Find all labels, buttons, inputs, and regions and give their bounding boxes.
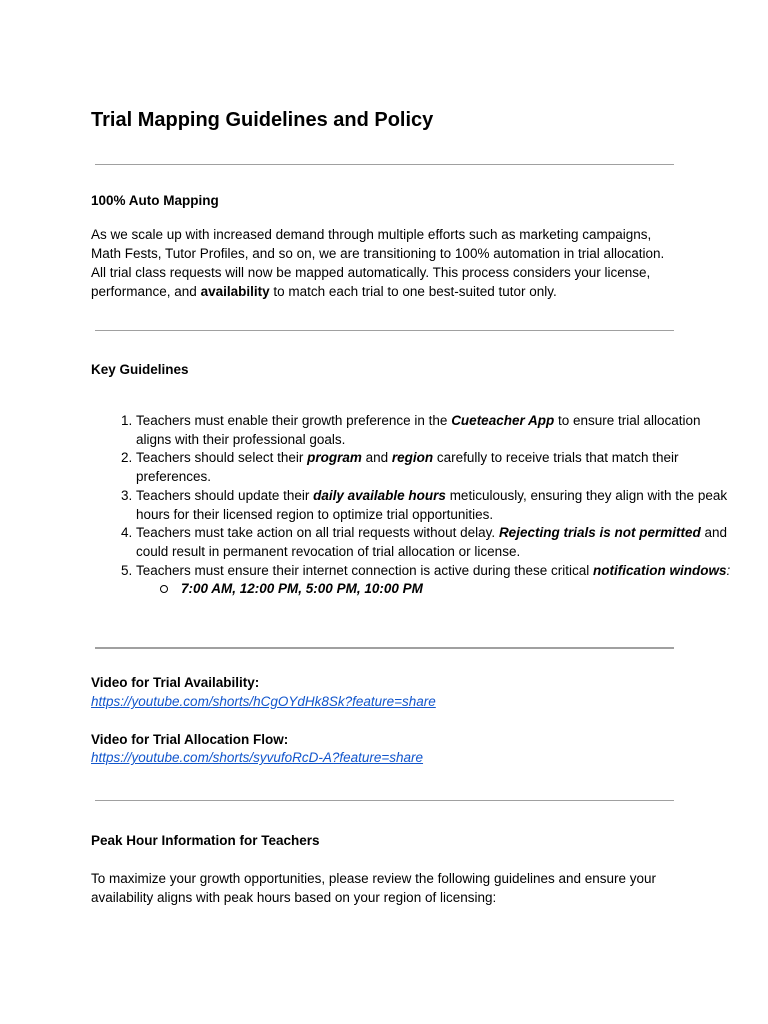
text: Teachers must ensure their internet connection is active during these critical <box>136 562 593 578</box>
divider <box>95 647 674 649</box>
video-availability-link[interactable]: https://youtube.com/shorts/hCgOYdHk8Sk?feature=share <box>91 694 436 709</box>
text: to ensure trial allocation aligns with their professional goals. <box>136 413 701 447</box>
divider <box>95 164 674 165</box>
text-emphasis: Rejecting trials is not permitted <box>498 525 701 541</box>
list-item <box>136 487 736 524</box>
text: As we scale up with increased demand through multiple efforts such as marketing campaigns, Math Fests, Tutor Profiles, and so on, we are transitioning to 100% automation in trial allocation. All trial class requests will now be mapped automatically. This process considers your license, performance, and <box>91 227 665 299</box>
peak-hours-heading: Peak Hour Information for Teachers <box>91 833 320 848</box>
divider <box>95 330 674 331</box>
auto-mapping-paragraph <box>91 225 681 301</box>
guidelines-list <box>91 412 736 599</box>
text: Teachers must take action on all trial requests without delay. <box>136 525 499 541</box>
text: : <box>726 562 731 578</box>
text: carefully to receive trials that match their preferences. <box>136 450 679 485</box>
peak-hours-paragraph: To maximize your growth opportunities, please review the following guidelines and ensure your availability aligns with peak hours based on your region of licensing: <box>91 871 657 905</box>
list-item <box>160 580 736 599</box>
text: meticulously, ensuring they align with the peak hours for their licensed region to optimize trial opportunities. <box>136 487 728 522</box>
video-availability-label: Video for Trial Availability: <box>91 675 260 690</box>
notification-windows-list <box>136 580 736 599</box>
text: and <box>361 450 392 466</box>
key-guidelines-heading: Key Guidelines <box>91 362 189 377</box>
circle-bullet-icon <box>160 585 168 593</box>
text-emphasis: region <box>391 450 434 466</box>
video-allocation-link[interactable]: https://youtube.com/shorts/syvufoRcD-A?feature=share <box>91 750 424 765</box>
list-item <box>136 449 736 486</box>
list-item <box>136 562 736 599</box>
list-item <box>136 412 736 449</box>
text: and could result in permanent revocation of trial allocation or license. <box>136 525 728 559</box>
notification-times: 7:00 AM, 12:00 PM, 5:00 PM, 10:00 PM <box>181 581 423 597</box>
divider <box>95 800 674 801</box>
text: Teachers must enable their growth preference in the <box>136 413 452 428</box>
auto-mapping-heading: 100% Auto Mapping <box>91 193 219 208</box>
text-emphasis: Cueteacher App <box>451 413 555 428</box>
page-title: Trial Mapping Guidelines and Policy <box>91 109 434 131</box>
video-allocation-label: Video for Trial Allocation Flow: <box>91 732 289 747</box>
text-emphasis: notification windows <box>592 562 727 578</box>
text-emphasis: daily available hours <box>313 487 446 503</box>
list-item <box>136 524 736 561</box>
text: to match each trial to one best-suited tutor only. <box>269 284 557 299</box>
text-bold: availability <box>200 284 270 299</box>
text: Teachers should update their <box>136 487 314 503</box>
text: Teachers should select their <box>136 450 308 466</box>
text-emphasis: program <box>307 450 362 466</box>
